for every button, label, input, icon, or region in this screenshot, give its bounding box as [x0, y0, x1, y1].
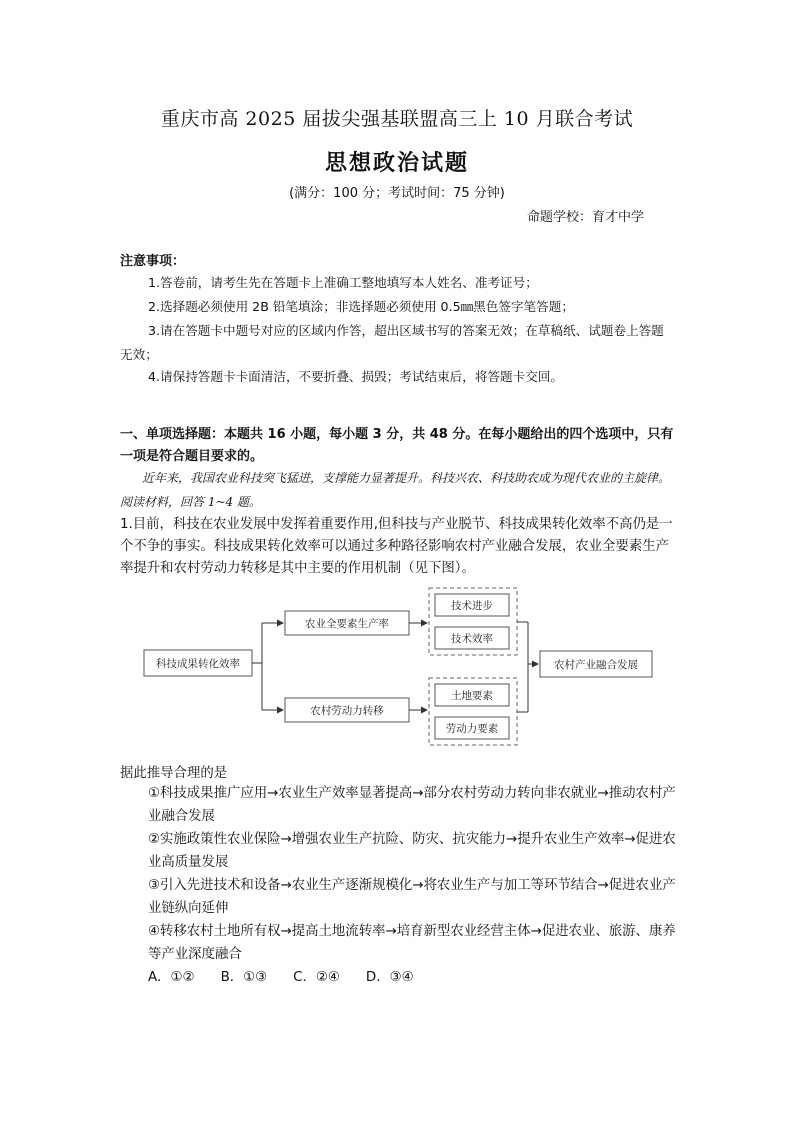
question-1-stem: 1.目前，科技在农业发展中发挥着重要作用,但科技与产业脱节、科技成果转化效率不高仍是一个不争的事实。科技成果转化效率可以通过多种路径影响农村产业融合发展，农业全要素生产率提升和农村劳动力转移是其中主要的作用机制（见下图）。	[120, 517, 673, 576]
notice-item: 3.请在答题卡中题号对应的区域内作答，超出区域书写的答案无效；在草稿纸、试题卷上答题无效；	[120, 323, 664, 362]
notice-item: 2.选择题必须使用 2B 铅笔填涂；非选择题必须使用 0.5㎜黑色签字笔答题；	[148, 299, 574, 314]
notice-item: 4.请保持答题卡卡面清洁，不要折叠、损毁；考试结束后，将答题卡交回。	[148, 369, 564, 384]
choice-d: D．③④	[365, 970, 414, 985]
choice-c: C．②④	[293, 970, 340, 985]
section-heading: 一、单项选择题：本题共 16 小题，每小题 3 分，共 48 分。在每小题给出的四个选项中，只有一项是符合题目要求的。	[120, 427, 674, 464]
notice-heading: 注意事项：	[120, 254, 186, 269]
material-intro: 近年来，我国农业科技突飞猛进，支撑能力显著提升。科技兴农、科技助农成为现代农业的主旋律。阅读材料，回答 1~4 题。	[120, 471, 671, 509]
mechanism-diagram	[140, 584, 660, 748]
question-1-lead: 据此推导合理的是	[120, 766, 228, 781]
diagram-source-label: 科技成果转化效率	[156, 658, 240, 670]
diagram-mid-top-label: 农业全要素生产率	[305, 618, 389, 630]
diagram-mid-bottom-label: 农村劳动力转移	[310, 705, 384, 717]
exam-title: 重庆市高 2025 届拔尖强基联盟高三上 10 月联合考试	[160, 108, 634, 130]
question-1-statement: ③引入先进技术和设备→农业生产逐渐规模化→将农业生产与加工等环节结合→促进农业产业链纵向延伸	[148, 878, 676, 916]
choice-a: A．①②	[148, 970, 195, 985]
question-1-choices	[148, 966, 414, 985]
exam-subject-title: 思想政治试题	[324, 151, 469, 176]
exam-school: 命题学校：育才中学	[526, 210, 644, 225]
diagram-bottom-item-label: 土地要素	[451, 690, 493, 702]
diagram-bottom-item-label: 劳动力要素	[445, 723, 499, 735]
question-1-statement: ②实施政策性农业保险→增强农业生产抗险、防灾、抗灾能力→提升农业生产效率→促进农业高质量发展	[148, 832, 676, 870]
question-1-statement: ①科技成果推广应用→农业生产效率显著提高→部分农村劳动力转向非农就业→推动农村产业融合发展	[148, 786, 676, 824]
question-1-statement: ④转移农村土地所有权→提高土地流转率→培育新型农业经营主体→促进农业、旅游、康养等产业深度融合	[148, 924, 676, 962]
diagram-top-item-label: 技术进步	[451, 600, 493, 612]
exam-meta: (满分：100 分；考试时间：75 分钟)	[289, 186, 505, 201]
choice-b: B．①③	[220, 970, 268, 985]
diagram-top-item-label: 技术效率	[451, 633, 493, 645]
diagram-target-label: 农村产业融合发展	[554, 659, 638, 671]
notice-item: 1.答卷前，请考生先在答题卡上准确工整地填写本人姓名、准考证号；	[148, 275, 538, 290]
